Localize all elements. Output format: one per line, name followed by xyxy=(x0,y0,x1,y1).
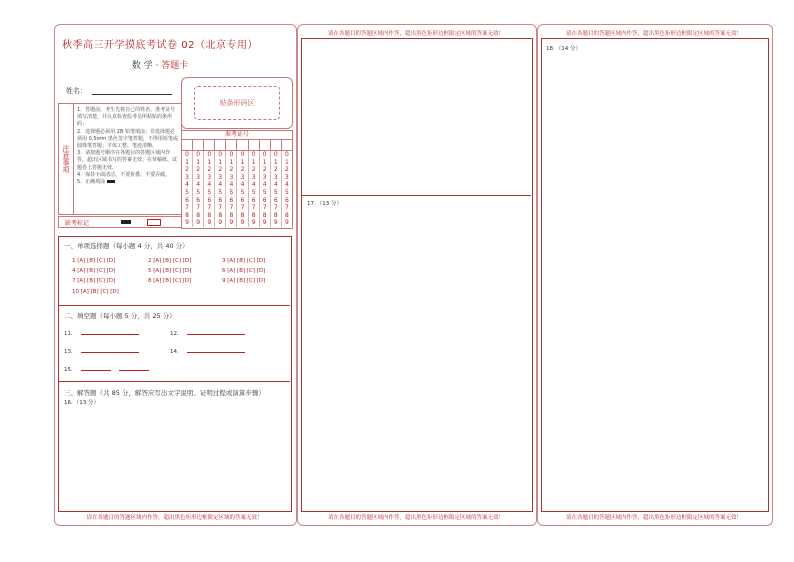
warning-footer-right: 请在各题目的答题区域内作答，超出黑色矩形边框限定区域的答案无效！ xyxy=(565,515,742,521)
exam-number-column xyxy=(282,151,292,227)
exam-digit-bubble[interactable]: 2 xyxy=(229,166,234,174)
exam-number-box[interactable] xyxy=(249,140,260,150)
fill-blank-15[interactable] xyxy=(64,365,149,373)
exam-digit-bubble[interactable]: 5 xyxy=(284,188,289,196)
fill-blank-label: 14． xyxy=(170,349,183,355)
exam-digit-bubble[interactable]: 0 xyxy=(240,151,245,158)
exam-number-box[interactable] xyxy=(193,140,204,150)
exam-number-box[interactable] xyxy=(282,140,292,150)
fill-blank-label: 13． xyxy=(64,349,77,355)
fill-blank-line[interactable] xyxy=(81,370,111,371)
exam-digit-bubble[interactable]: 7 xyxy=(262,204,267,212)
exam-digit-bubble[interactable]: 8 xyxy=(273,211,278,219)
exam-digit-bubble[interactable]: 2 xyxy=(218,166,223,174)
notice-items xyxy=(77,107,178,186)
exam-digit-bubble[interactable]: 9 xyxy=(207,219,212,227)
exam-digit-bubble[interactable]: 2 xyxy=(284,166,289,174)
exam-digit-bubble[interactable]: 3 xyxy=(251,173,256,181)
filled-sample-icon xyxy=(107,180,115,183)
exam-digit-bubble[interactable]: 8 xyxy=(251,211,256,219)
exam-digit-bubble[interactable]: 1 xyxy=(240,158,245,166)
exam-digit-bubble[interactable]: 0 xyxy=(229,151,234,158)
exam-digit-bubble[interactable]: 4 xyxy=(218,181,223,189)
exam-digit-bubble[interactable]: 3 xyxy=(218,173,223,181)
exam-digit-bubble[interactable]: 1 xyxy=(284,158,289,166)
question-17-label: 17．（13 分） xyxy=(307,201,342,207)
exam-digit-bubble[interactable]: 1 xyxy=(229,158,234,166)
exam-number-box[interactable] xyxy=(271,140,282,150)
exam-digit-bubble[interactable]: 0 xyxy=(196,151,201,158)
exam-digit-bubble[interactable]: 3 xyxy=(284,173,289,181)
exam-digit-bubble[interactable]: 8 xyxy=(284,211,289,219)
exam-digit-bubble[interactable]: 4 xyxy=(229,181,234,189)
exam-number-column xyxy=(182,151,193,227)
answer-area-18[interactable] xyxy=(542,54,766,508)
question-16-label: 16．（13 分） xyxy=(64,400,99,406)
exam-digit-bubble[interactable]: 0 xyxy=(284,151,289,158)
exam-number-column xyxy=(226,151,237,227)
mc-question[interactable]: 1 [A] [B] [C] [D] xyxy=(72,258,116,264)
exam-digit-bubble[interactable]: 4 xyxy=(251,181,256,189)
mc-question[interactable]: 5 [A] [B] [C] [D] xyxy=(148,268,192,274)
question-18-label: 18．（14 分） xyxy=(546,46,581,52)
notice-item: 3．请按题号顺序在各题目的答题区域内作答，超出区域书写的答案无效；在草稿纸、试题卷上答题无效。 xyxy=(77,150,178,171)
exam-digit-bubble[interactable]: 9 xyxy=(284,219,289,227)
exam-digit-bubble[interactable]: 2 xyxy=(196,166,201,174)
answer-area-16[interactable] xyxy=(60,406,288,508)
exam-digit-bubble[interactable]: 3 xyxy=(207,173,212,181)
exam-digit-bubble[interactable]: 8 xyxy=(240,211,245,219)
exam-digit-bubble[interactable]: 8 xyxy=(262,211,267,219)
exam-number-box[interactable] xyxy=(204,140,215,150)
fill-blank-label: 15． xyxy=(64,367,77,373)
exam-digit-bubble[interactable]: 2 xyxy=(240,166,245,174)
page-title: 秋季高三开学摸底考试卷 02（北京专用） xyxy=(62,40,258,51)
exam-number-column xyxy=(237,151,248,227)
exam-digit-bubble[interactable]: 7 xyxy=(229,204,234,212)
exam-digit-bubble[interactable]: 5 xyxy=(229,188,234,196)
page-subtitle xyxy=(40,58,280,71)
exam-digit-bubble[interactable]: 9 xyxy=(273,219,278,227)
mc-question[interactable]: 7 [A] [B] [C] [D] xyxy=(72,278,116,284)
section-divider xyxy=(58,305,290,306)
exam-digit-bubble[interactable]: 6 xyxy=(251,196,256,204)
fill-blank-13[interactable] xyxy=(64,347,139,355)
exam-digit-bubble[interactable]: 2 xyxy=(262,166,267,174)
exam-number-column xyxy=(204,151,215,227)
exam-digit-bubble[interactable]: 7 xyxy=(251,204,256,212)
exam-digit-bubble[interactable]: 3 xyxy=(196,173,201,181)
exam-digit-bubble[interactable]: 7 xyxy=(273,204,278,212)
section-divider xyxy=(58,381,290,382)
exam-number-column xyxy=(249,151,260,227)
exam-digit-bubble[interactable]: 1 xyxy=(207,158,212,166)
absent-checkbox[interactable] xyxy=(147,219,161,226)
exam-digit-bubble[interactable]: 5 xyxy=(273,188,278,196)
exam-digit-bubble[interactable]: 5 xyxy=(207,188,212,196)
exam-digit-bubble[interactable]: 7 xyxy=(284,204,289,212)
exam-digit-bubble[interactable]: 5 xyxy=(196,188,201,196)
exam-digit-bubble[interactable]: 2 xyxy=(251,166,256,174)
exam-digit-bubble[interactable]: 9 xyxy=(218,219,223,227)
exam-digit-bubble[interactable]: 8 xyxy=(196,211,201,219)
card-label: 答题卡 xyxy=(161,61,189,71)
fill-blank-14[interactable] xyxy=(170,347,245,355)
name-input-line[interactable] xyxy=(92,94,172,95)
exam-digit-bubble[interactable]: 6 xyxy=(218,196,223,204)
exam-digit-bubble[interactable]: 5 xyxy=(262,188,267,196)
exam-digit-bubble[interactable]: 8 xyxy=(218,211,223,219)
exam-digit-bubble[interactable]: 0 xyxy=(185,151,189,158)
exam-digit-bubble[interactable]: 2 xyxy=(207,166,212,174)
mc-question[interactable]: 2 [A] [B] [C] [D] xyxy=(148,258,192,264)
exam-number-column xyxy=(260,151,271,227)
notice-side-label: 注意事项 xyxy=(59,104,74,214)
fill-blank-label: 11． xyxy=(64,331,77,337)
exam-digit-bubble[interactable]: 9 xyxy=(196,219,201,227)
exam-digit-bubble[interactable]: 4 xyxy=(284,181,289,189)
warning-footer-left: 请在各题目的答题区域内作答，超出黑色矩形边框限定区域的答案无效！ xyxy=(86,515,263,521)
exam-number-box[interactable] xyxy=(182,140,193,150)
exam-digit-bubble[interactable]: 8 xyxy=(229,211,234,219)
exam-digit-bubble[interactable]: 0 xyxy=(251,151,256,158)
exam-number-box[interactable] xyxy=(237,140,248,150)
warning-header-middle: 请在各题目的答题区域内作答，超出黑色矩形边框限定区域的答案无效！ xyxy=(327,31,504,37)
exam-digit-bubble[interactable]: 3 xyxy=(262,173,267,181)
exam-digit-bubble[interactable]: 1 xyxy=(196,158,201,166)
exam-digit-bubble[interactable]: 6 xyxy=(229,196,234,204)
exam-digit-bubble[interactable]: 4 xyxy=(262,181,267,189)
section-divider xyxy=(301,195,531,196)
exam-digit-bubble[interactable]: 9 xyxy=(251,219,256,227)
warning-header-right: 请在各题目的答题区域内作答，超出黑色矩形边框限定区域的答案无效！ xyxy=(565,31,742,37)
exam-digit-bubble[interactable]: 0 xyxy=(262,151,267,158)
exam-digit-bubble[interactable]: 3 xyxy=(185,173,189,181)
notice-item: 4．保持卡面清洁，不要折叠、不要弄破。 xyxy=(77,171,171,178)
fill-blank-12[interactable] xyxy=(170,329,245,337)
exam-digit-bubble[interactable]: 0 xyxy=(207,151,212,158)
mc-question[interactable]: 10 [A] [B] [C] [D] xyxy=(72,289,119,295)
warning-footer-middle: 请在各题目的答题区域内作答，超出黑色矩形边框限定区域的答案无效！ xyxy=(327,515,504,521)
exam-digit-bubble[interactable]: 9 xyxy=(229,219,234,227)
exam-number-column xyxy=(215,151,226,227)
fill-blank-label: 12． xyxy=(170,331,183,337)
fill-blank-line[interactable] xyxy=(187,352,245,353)
exam-number-columns xyxy=(182,151,292,227)
mc-question[interactable]: 3 [A] [B] [C] [D] xyxy=(222,258,266,264)
exam-digit-bubble[interactable]: 6 xyxy=(240,196,245,204)
exam-digit-bubble[interactable]: 6 xyxy=(207,196,212,204)
exam-digit-bubble[interactable]: 4 xyxy=(196,181,201,189)
answer-area-17[interactable] xyxy=(302,208,530,508)
exam-digit-bubble[interactable]: 5 xyxy=(251,188,256,196)
exam-digit-bubble[interactable]: 3 xyxy=(240,173,245,181)
exam-digit-bubble[interactable]: 7 xyxy=(207,204,212,212)
section3-title: 三、解答题（共 85 分，解答应写出文字说明、证明过程或演算步骤） xyxy=(64,389,265,397)
exam-digit-bubble[interactable]: 0 xyxy=(273,151,278,158)
exam-digit-bubble[interactable]: 6 xyxy=(273,196,278,204)
exam-digit-bubble[interactable]: 1 xyxy=(218,158,223,166)
mc-question[interactable]: 4 [A] [B] [C] [D] xyxy=(72,268,116,274)
exam-digit-bubble[interactable]: 5 xyxy=(185,188,189,196)
exam-digit-bubble[interactable]: 9 xyxy=(262,219,267,227)
section1-title: 一、单项选择题（每小题 4 分，共 40 分） xyxy=(64,242,189,250)
answer-area-16-continued[interactable] xyxy=(302,39,530,194)
exam-number-title: 准考证号 xyxy=(182,131,292,140)
notice-item: 2．选择题必须用 2B 铅笔填涂；非选择题必须用 0.5mm 黑色签字笔答题，不得用铅笔或圆珠笔答题；字体工整、笔迹清晰。 xyxy=(77,128,178,150)
exam-number-box[interactable] xyxy=(226,140,237,150)
fill-blank-11[interactable] xyxy=(64,329,139,337)
exam-digit-bubble[interactable]: 7 xyxy=(240,204,245,212)
absent-mark-row xyxy=(58,216,182,228)
exam-digit-bubble[interactable]: 4 xyxy=(273,181,278,189)
mc-question[interactable]: 8 [A] [B] [C] [D] xyxy=(148,278,192,284)
exam-digit-bubble[interactable]: 6 xyxy=(284,196,289,204)
exam-number-box[interactable] xyxy=(260,140,271,150)
exam-digit-bubble[interactable]: 7 xyxy=(196,204,201,212)
exam-digit-bubble[interactable]: 6 xyxy=(262,196,267,204)
exam-number-column xyxy=(193,151,204,227)
filled-sample-icon xyxy=(121,220,131,224)
exam-digit-bubble[interactable]: 1 xyxy=(262,158,267,166)
subject-label: 数 学 · xyxy=(131,61,162,71)
exam-digit-bubble[interactable]: 2 xyxy=(185,166,189,174)
exam-digit-bubble[interactable]: 2 xyxy=(273,166,278,174)
exam-number-boxes xyxy=(182,140,292,151)
exam-digit-bubble[interactable]: 1 xyxy=(251,158,256,166)
name-label: 姓名： xyxy=(66,87,87,95)
exam-digit-bubble[interactable]: 1 xyxy=(273,158,278,166)
notice-item: 1．答题前，考生先将自己的姓名、准考证号填写清楚，并认真检查监考员所粘贴的条形码； xyxy=(77,107,176,128)
absent-label: 缺考标记 xyxy=(65,220,90,227)
exam-digit-bubble[interactable]: 8 xyxy=(185,211,189,219)
section2-title: 二、填空题（每小题 5 分，共 25 分） xyxy=(64,312,176,320)
exam-digit-bubble[interactable]: 1 xyxy=(185,158,189,166)
exam-digit-bubble[interactable]: 8 xyxy=(207,211,212,219)
notice-box xyxy=(58,103,182,215)
exam-digit-bubble[interactable]: 6 xyxy=(185,196,189,204)
exam-digit-bubble[interactable]: 0 xyxy=(218,151,223,158)
exam-digit-bubble[interactable]: 5 xyxy=(240,188,245,196)
exam-number-box[interactable] xyxy=(215,140,226,150)
fill-blank-line[interactable] xyxy=(187,334,245,335)
exam-digit-bubble[interactable]: 7 xyxy=(218,204,223,212)
exam-digit-bubble[interactable]: 4 xyxy=(185,181,189,189)
exam-digit-bubble[interactable]: 5 xyxy=(218,188,223,196)
exam-digit-bubble[interactable]: 3 xyxy=(229,173,234,181)
notice-item xyxy=(77,179,178,186)
mc-question[interactable]: 9 [A] [B] [C] [D] xyxy=(222,278,266,284)
notice-item-5: 5．正确填涂 xyxy=(77,179,106,186)
exam-number-grid xyxy=(181,130,293,229)
exam-digit-bubble[interactable]: 4 xyxy=(207,181,212,189)
exam-digit-bubble[interactable]: 9 xyxy=(240,219,245,227)
barcode-area xyxy=(181,77,293,129)
exam-digit-bubble[interactable]: 9 xyxy=(185,219,189,227)
exam-digit-bubble[interactable]: 4 xyxy=(240,181,245,189)
exam-number-column xyxy=(271,151,282,227)
exam-digit-bubble[interactable]: 7 xyxy=(185,204,189,212)
exam-digit-bubble[interactable]: 3 xyxy=(273,173,278,181)
mc-question[interactable]: 6 [A] [B] [C] [D] xyxy=(222,268,266,274)
exam-digit-bubble[interactable]: 6 xyxy=(196,196,201,204)
fill-blank-line[interactable] xyxy=(81,352,139,353)
fill-blank-line[interactable] xyxy=(119,370,149,371)
barcode-area-label: 贴条形码区 xyxy=(194,86,280,120)
fill-blank-line[interactable] xyxy=(81,334,139,335)
